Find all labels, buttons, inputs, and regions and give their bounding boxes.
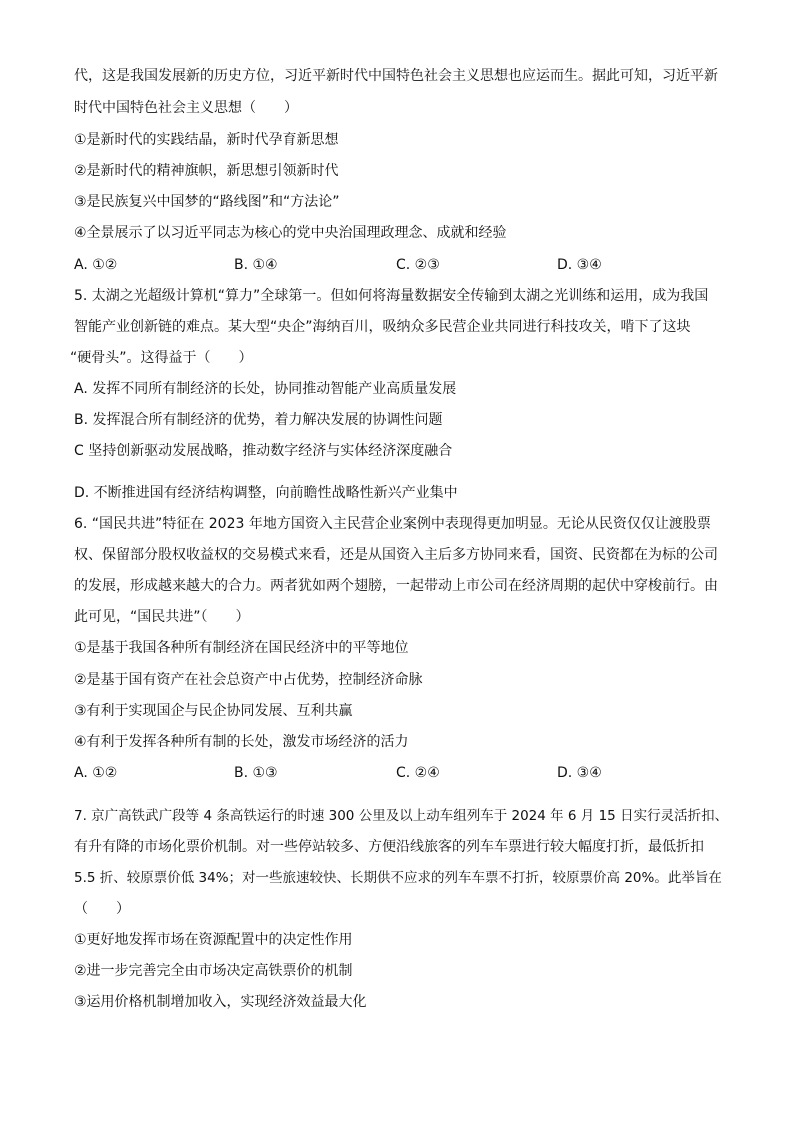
q5-option-c: C 坚持创新驱动发展战略，推动数字经济与实体经济深度融合	[74, 443, 453, 459]
q6-stem-line-3: 的发展，形成越来越大的合力。两者犹如两个翅膀，一起带动上市公司在经济周期的起伏中穿梭前行。由	[74, 578, 718, 594]
q4-item-3: ③是民族复兴中国梦的“路线图”和“方法论”	[74, 194, 340, 210]
q6-stem-line-2: 权、保留部分股权收益权的交易模式来看，还是从国资入主后多方协同来看，国资、民资都在为标的公司	[74, 547, 718, 563]
q6-item-1: ①是基于我国各种所有制经济在国民经济中的平等地位	[74, 640, 409, 656]
q7-stem-line-1: 7. 京广高铁武广段等 4 条高铁运行的时速 300 公里及以上动车组列车于 2024 年 6 月 15 日实行灵活折扣、	[74, 808, 729, 824]
q4-option-b: B. ①④	[234, 257, 278, 273]
q5-stem-line-1: 5. 太湖之光超级计算机“算力”全球第一。但如何将海量数据安全传输到太湖之光训练和运用，成为我国	[74, 288, 709, 304]
q5-stem-line-2: 智能产业创新链的难点。某大型“央企”海纳百川，吸纳众多民营企业共同进行科技攻关，啃下了这块	[74, 319, 691, 335]
q6-item-4: ④有利于发挥各种所有制的长处，激发市场经济的活力	[74, 734, 409, 750]
q4-item-2: ②是新时代的精神旗帜，新思想引领新时代	[74, 163, 339, 179]
q4-item-1: ①是新时代的实践结晶，新时代孕育新思想	[74, 132, 339, 148]
q5-option-d: D. 不断推进国有经济结构调整，向前瞻性战略性新兴产业集中	[74, 485, 458, 501]
q6-option-c: C. ②④	[396, 765, 440, 781]
q5-stem-line-3: “硬骨头”。这得益于（ ）	[70, 350, 253, 366]
q6-item-3: ③有利于实现国企与民企协同发展、互利共赢	[74, 703, 353, 719]
q4-item-4: ④全景展示了以习近平同志为核心的党中央治国理政理念、成就和经验	[74, 225, 507, 241]
q4-stem-line-1: 代，这是我国发展新的历史方位，习近平新时代中国特色社会主义思想也应运而生。据此可知，习近平新	[74, 68, 718, 84]
q6-option-b: B. ①③	[234, 765, 278, 781]
q4-option-a: A. ①②	[74, 257, 118, 273]
q6-item-2: ②是基于国有资产在社会总资产中占优势，控制经济命脉	[74, 672, 423, 688]
q7-item-1: ①更好地发挥市场在资源配置中的决定性作用	[74, 932, 353, 948]
q7-stem-line-2: 有升有降的市场化票价机制。对一些停站较多、方便沿线旅客的列车车票进行较大幅度打折，最低折扣	[74, 839, 704, 855]
q7-stem-line-3: 5.5 折、较原票价低 34%；对一些旅速较快、长期供不应求的列车车票不打折，较原票价高 20%。此举旨在	[74, 870, 722, 886]
q6-stem-line-1: 6. “国民共进”特征在 2023 年地方国资入主民营企业案例中表现得更加明显。无论从民资仅仅让渡股票	[74, 516, 711, 532]
q7-item-3: ③运用价格机制增加收入，实现经济效益最大化	[74, 994, 367, 1010]
q4-option-d: D. ③④	[557, 257, 602, 273]
q5-option-b: B. 发挥混合所有制经济的优势，着力解决发展的协调性问题	[74, 412, 443, 428]
q4-stem-line-2: 时代中国特色社会主义思想（ ）	[74, 100, 298, 116]
q6-option-d: D. ③④	[557, 765, 602, 781]
q5-option-a: A. 发挥不同所有制经济的长处，协同推动智能产业高质量发展	[74, 381, 457, 397]
q7-item-2: ②进一步完善完全由市场决定高铁票价的机制	[74, 963, 353, 979]
q7-stem-line-4: （ ）	[74, 901, 130, 917]
q6-stem-line-4: 此可见，“国民共进”（ ）	[74, 609, 250, 625]
q4-option-c: C. ②③	[396, 257, 440, 273]
q6-option-a: A. ①②	[74, 765, 118, 781]
